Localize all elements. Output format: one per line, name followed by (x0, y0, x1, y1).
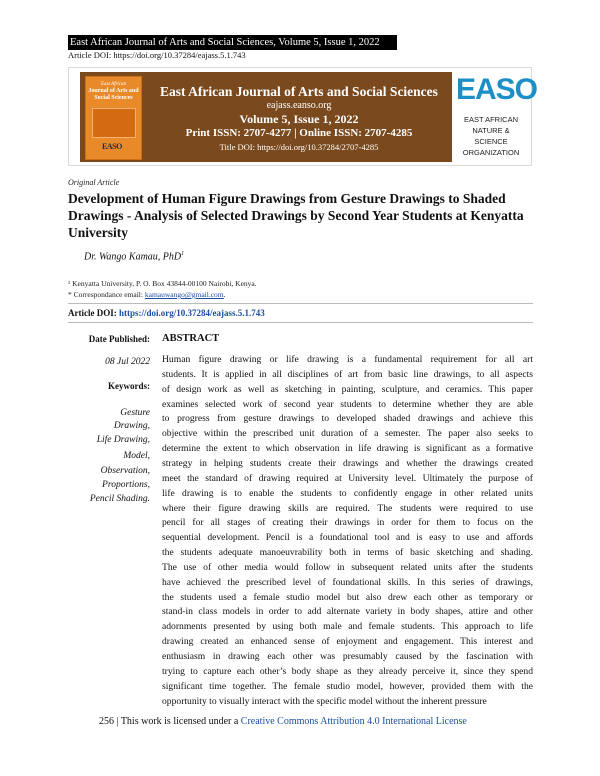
abstract-line: students. It is applied in all disciplines of art from basic line drawings, to all aspects (162, 368, 533, 380)
affiliation: ¹ Kenyatta University, P. O. Box 43844-00100 Nairobi, Kenya. (68, 279, 257, 288)
abstract-line: significant time together. The female studio model, however, provided them with the (162, 680, 533, 692)
keyword: Observation, (100, 466, 150, 476)
abstract-line: the students used a female studio model but also drew each other as temporary or (162, 591, 533, 603)
banner-title-doi: Title DOI: https://doi.org/10.37284/2707-4285 (219, 142, 379, 152)
banner-volume: Volume 5, Issue 1, 2022 (239, 112, 359, 126)
author-name: Dr. Wango Kamau, PhD (84, 251, 182, 263)
keyword: Gesture (120, 408, 150, 418)
abstract-line: Human figure drawing or life drawing is a fundamental requirement for all art (162, 354, 533, 365)
abstract-line: The use of other media would follow in subsequent related units after the students (162, 561, 533, 573)
date-published-label: Date Published: (88, 334, 150, 344)
keyword: Pencil Shading. (89, 494, 150, 504)
divider (68, 303, 533, 304)
abstract-line: drawing created an enhanced sense of enjoyment and engagement. This interest and (162, 636, 533, 648)
abstract-line: the students adequate manoeuvrability both in terms of basic sketching and shading. (162, 547, 533, 559)
abstract-heading: ABSTRACT (162, 333, 220, 344)
abstract-line: life drawing is to enable the students to confidently engage in other related units (162, 487, 533, 499)
keyword: Model, (123, 451, 150, 461)
org-name-line: ORGANIZATION (462, 148, 520, 157)
cover-line1: East African (100, 82, 127, 87)
abstract-line: sequential development. Pencil is a foundational tool and is easy to use and affords (162, 532, 533, 544)
abstract-line: objective within the prescribed unit duration of a semester. The paper also seeks to (162, 428, 533, 440)
doi-label: Article DOI: (68, 308, 119, 318)
journal-header-bar: East African Journal of Arts and Social Sciences, Volume 5, Issue 1, 2022 (68, 35, 397, 50)
abstract-line: of design work as well as sketching in painting, sculpture, and ceramics. This paper (162, 383, 533, 395)
banner-issn: Print ISSN: 2707-4277 | Online ISSN: 2707-4285 (185, 127, 413, 139)
doi-link[interactable]: https://doi.org/10.37284/eajass.5.1.743 (118, 308, 265, 318)
banner-url[interactable]: eajass.eanso.org (266, 100, 332, 111)
banner-journal-title: East African Journal of Arts and Social Sciences (160, 84, 438, 99)
abstract-line: trying to capture each other’s body shape as they already perceive it, since they spend (162, 665, 533, 677)
keywords-label: Keywords: (108, 381, 150, 391)
article-doi-header: Article DOI: https://doi.org/10.37284/eajass.5.1.743 (68, 50, 246, 60)
article-type: Original Article (68, 178, 120, 187)
abstract-line: enthusiasm in drawing each other was presumably caused by the fascination with (162, 651, 533, 662)
org-name-line: NATURE & (472, 126, 510, 135)
easo-logo: EASO (456, 73, 538, 106)
author-sup: 1 (181, 251, 185, 257)
org-name-line: SCIENCE (474, 137, 508, 146)
author-line (84, 251, 184, 262)
keyword: Drawing, (113, 421, 150, 431)
license-footer (99, 716, 533, 727)
keyword: Proportions, (102, 480, 150, 490)
correspondence-email-link[interactable]: kamauwango@gmail.com (144, 290, 224, 299)
abstract-line: to progress from gesture drawings to developed shaded drawings and achieve this (162, 413, 533, 425)
cover-line2: Journal of Arts and Social Sciences (88, 88, 139, 101)
divider (68, 322, 533, 323)
org-name (452, 114, 530, 158)
abstract-line: have achieved the prescribed level of foundational skills. In this series of drawings, (162, 576, 533, 588)
keyword: Life Drawing, (96, 435, 150, 445)
article-title: Development of Human Figure Drawings from Gesture Drawings to Shaded Drawings - Analysis of Selected Drawings by Second Year Students at Kenyatta University (68, 191, 524, 240)
page-number-text: 256 | This work is licensed under a (99, 716, 241, 727)
abstract-line: strategy in helping students create their drawings and whether the drawings created (162, 457, 533, 469)
license-link[interactable]: Creative Commons Attribution 4.0 International License (240, 716, 467, 727)
abstract-line: stand-in class models in order to add alternate variety in body shapes, attire and other (162, 606, 533, 618)
abstract-line: where their figure drawing skills are required. The students were required to use (162, 502, 533, 514)
cover-artwork (92, 108, 136, 138)
abstract-line: meet the standard of drawing required at University level. Ultimately the purpose of (162, 472, 533, 484)
abstract-line: opportunity to visually interact with the specific model without the inherent pressure (162, 695, 487, 707)
org-name-line: EAST AFRICAN (463, 115, 519, 124)
cover-logo: EASO (102, 142, 122, 151)
correspondence-end: . (223, 290, 226, 299)
abstract-line: pencil for all stages of creating their drawings in order for them to focus on the (162, 517, 533, 529)
abstract-line: examines selected work of second year students to determine whether they are able (162, 398, 533, 410)
abstract-line: determine the extent to which observation in life drawing is significant as a formative (162, 443, 533, 455)
article-doi-line (68, 308, 265, 318)
correspondence-label: * Correspondance email: (68, 290, 145, 299)
abstract-line: adornments presented by using both male and female students. This approach to life (162, 621, 533, 633)
correspondence (68, 290, 226, 299)
date-published-value: 08 Jul 2022 (105, 357, 150, 367)
